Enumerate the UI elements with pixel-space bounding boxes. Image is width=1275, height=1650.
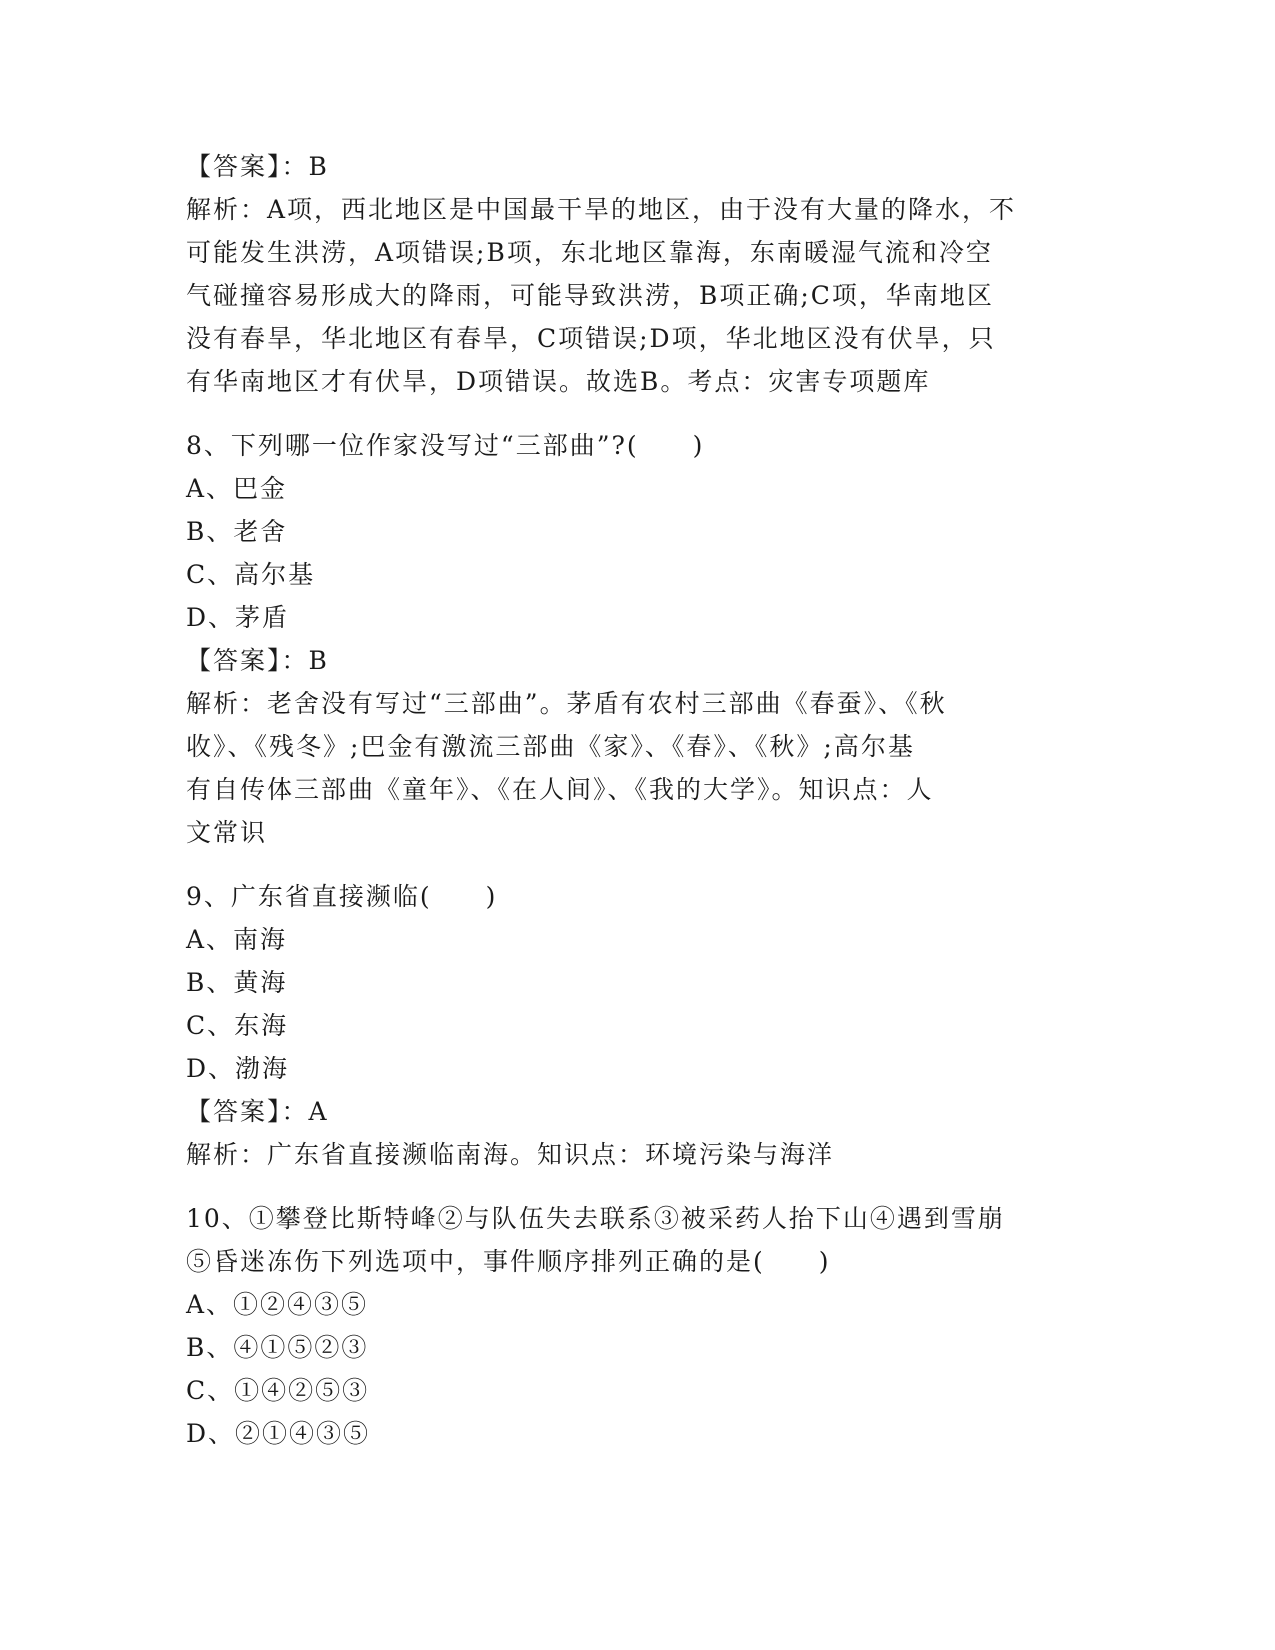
option-a: A、巴金 bbox=[186, 474, 288, 503]
option-d: D、渤海 bbox=[186, 1054, 290, 1083]
document-page bbox=[186, 145, 1086, 1455]
explanation-line: 气碰撞容易形成大的降雨，可能导致洪涝，B项正确;C项，华南地区 bbox=[186, 281, 994, 310]
explanation-line: 文常识 bbox=[186, 818, 268, 847]
explanation-line: 有自传体三部曲《童年》、《在人间》、《我的大学》。知识点：人 bbox=[186, 775, 934, 804]
question-block-8 bbox=[186, 424, 1086, 854]
option-d: D、②①④③⑤ bbox=[186, 1419, 371, 1448]
question-block-9 bbox=[186, 875, 1086, 1176]
option-d: D、茅盾 bbox=[186, 603, 290, 632]
question-text: ⑤昏迷冻伤下列选项中，事件顺序排列正确的是( ) bbox=[186, 1247, 831, 1276]
explanation-line: 没有春旱，华北地区有春旱，C项错误;D项，华北地区没有伏旱，只 bbox=[186, 324, 996, 353]
explanation-line: 解析：A项，西北地区是中国最干旱的地区，由于没有大量的降水，不 bbox=[186, 195, 1017, 224]
option-c: C、①④②⑤③ bbox=[186, 1376, 370, 1405]
answer-block-7 bbox=[186, 145, 1086, 403]
answer-line: 【答案】：B bbox=[186, 152, 329, 181]
block-gap bbox=[186, 403, 1086, 424]
block-gap bbox=[186, 1176, 1086, 1197]
answer-line: 【答案】：A bbox=[186, 1097, 329, 1126]
option-b: B、④①⑤②③ bbox=[186, 1333, 369, 1362]
block-gap bbox=[186, 854, 1086, 875]
explanation-line: 解析：广东省直接濒临南海。知识点：环境污染与海洋 bbox=[186, 1140, 835, 1169]
option-a: A、南海 bbox=[186, 925, 288, 954]
option-b: B、老舍 bbox=[186, 517, 288, 546]
explanation-line: 有华南地区才有伏旱，D项错误。故选B。考点：灾害专项题库 bbox=[186, 367, 931, 396]
explanation-line: 可能发生洪涝，A项错误;B项，东北地区靠海，东南暖湿气流和冷空 bbox=[186, 238, 993, 267]
option-a: A、①②④③⑤ bbox=[186, 1290, 369, 1319]
question-text: 9、广东省直接濒临( ) bbox=[186, 882, 498, 911]
option-c: C、高尔基 bbox=[186, 560, 316, 589]
explanation-line: 解析：老舍没有写过“三部曲”。茅盾有农村三部曲《春蚕》、《秋 bbox=[186, 689, 947, 718]
explanation-line: 收》、《残冬》;巴金有激流三部曲《家》、《春》、《秋》;高尔基 bbox=[186, 732, 915, 761]
option-c: C、东海 bbox=[186, 1011, 289, 1040]
question-text: 10、①攀登比斯特峰②与队伍失去联系③被采药人抬下山④遇到雪崩 bbox=[186, 1204, 1005, 1233]
question-block-10 bbox=[186, 1197, 1086, 1455]
answer-line: 【答案】：B bbox=[186, 646, 329, 675]
question-text: 8、下列哪一位作家没写过“三部曲”?( ) bbox=[186, 431, 705, 460]
option-b: B、黄海 bbox=[186, 968, 288, 997]
